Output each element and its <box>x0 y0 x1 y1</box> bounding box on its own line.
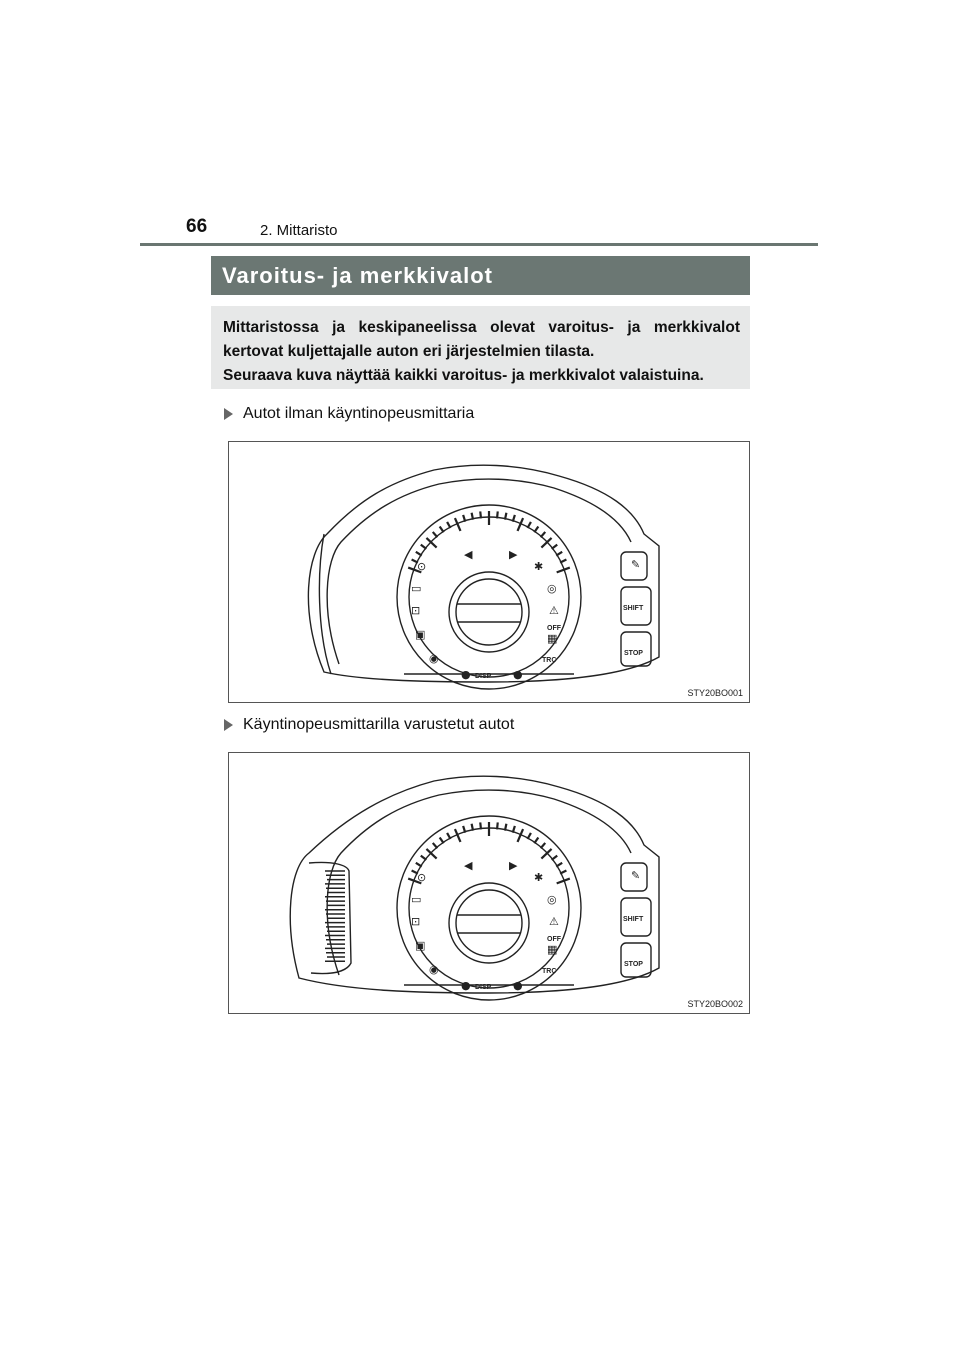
dial-tick <box>421 856 427 860</box>
svg-text:▣: ▣ <box>415 939 426 952</box>
dial-tick <box>416 552 422 556</box>
dial-tick <box>505 824 506 831</box>
dial-tick <box>421 545 427 549</box>
svg-text:✱: ✱ <box>534 560 544 573</box>
dial-tick <box>480 511 481 518</box>
dial-tick <box>528 522 531 528</box>
svg-text:◎: ◎ <box>547 582 557 595</box>
dial-tick <box>440 527 444 533</box>
shift-label: SHIFT <box>623 605 644 612</box>
svg-text:✎: ✎ <box>631 558 641 571</box>
trc-label: TRC <box>542 968 557 975</box>
bullet-triangle-icon <box>224 719 233 731</box>
svg-text:✱: ✱ <box>534 871 544 884</box>
figure-1-caption <box>224 405 474 423</box>
svg-text:◎: ◎ <box>547 893 557 906</box>
intro-line-2: kertovat kuljettajalle auton eri järjestelmien tilasta. <box>223 343 595 360</box>
off-label: OFF <box>547 936 561 943</box>
figure-2 <box>228 752 750 1014</box>
stop-label: STOP <box>624 650 643 657</box>
figure-2-caption <box>224 716 514 734</box>
dial-tick <box>534 838 538 844</box>
figure-2-caption-text: Käyntinopeusmittarilla varustetut autot <box>243 716 515 733</box>
dial-tick <box>497 822 498 829</box>
dial-tick <box>534 527 538 533</box>
dial-tick <box>505 513 506 520</box>
off-label: OFF <box>547 625 561 632</box>
svg-text:⚠: ⚠ <box>549 915 559 928</box>
page-number: 66 <box>186 216 208 237</box>
shift-label: SHIFT <box>623 916 644 923</box>
dial-tick <box>556 863 562 867</box>
stop-label: STOP <box>624 961 643 968</box>
dial-tick <box>541 532 546 537</box>
svg-text:▭: ▭ <box>411 582 422 595</box>
dial-tick <box>560 560 566 563</box>
disp-label: DISP <box>475 984 492 991</box>
svg-text:⊙: ⊙ <box>417 871 427 884</box>
svg-text:⊡: ⊡ <box>411 604 421 617</box>
svg-text:▦: ▦ <box>547 632 558 645</box>
dial-tick <box>472 824 473 831</box>
dial-tick <box>541 843 546 848</box>
svg-text:◀: ◀ <box>464 859 473 872</box>
dial-tick <box>440 838 444 844</box>
header-rule <box>140 243 818 246</box>
dial-tick <box>552 856 558 860</box>
section-title-bar: Varoitus- ja merkkivalot <box>211 256 750 295</box>
figure-1-caption-text: Autot ilman käyntinopeusmittaria <box>243 405 475 422</box>
instrument-cluster-illustration-2 <box>229 753 749 1013</box>
svg-text:▦: ▦ <box>547 943 558 956</box>
svg-text:▭: ▭ <box>411 893 422 906</box>
chapter-title: 2. Mittaristo <box>260 222 338 239</box>
disp-label: DISP <box>475 673 492 680</box>
dial-tick <box>433 843 438 848</box>
svg-text:✎: ✎ <box>631 869 641 882</box>
svg-text:●: ● <box>461 668 471 681</box>
dial-tick <box>433 532 438 537</box>
dial-tick <box>447 522 450 528</box>
intro-box <box>211 306 750 389</box>
svg-text:▶: ▶ <box>509 548 518 561</box>
dial-tick <box>556 552 562 556</box>
svg-text:▶: ▶ <box>509 859 518 872</box>
dial-tick <box>528 833 531 839</box>
figure-1 <box>228 441 750 703</box>
dial-tick <box>416 863 422 867</box>
dial-tick <box>472 513 473 520</box>
figure-1-id: STY20BO001 <box>687 688 743 698</box>
bullet-triangle-icon <box>224 408 233 420</box>
dial-tick <box>480 822 481 829</box>
svg-text:⊡: ⊡ <box>411 915 421 928</box>
dial-tick <box>552 545 558 549</box>
svg-text:●: ● <box>461 979 471 992</box>
svg-text:▣: ▣ <box>415 628 426 641</box>
dial-tick <box>560 871 566 874</box>
svg-text:◀: ◀ <box>464 548 473 561</box>
dial-tick <box>497 511 498 518</box>
svg-text:●: ● <box>513 979 523 992</box>
instrument-cluster-illustration-1 <box>229 442 749 702</box>
svg-text:◉: ◉ <box>429 652 439 665</box>
svg-text:⊙: ⊙ <box>417 560 427 573</box>
intro-line-3: Seuraava kuva näyttää kaikki varoitus- ja merkkivalot valaistuina. <box>223 367 704 384</box>
intro-line-1: Mittaristossa ja keskipaneelissa olevat varoitus- ja merkkivalot <box>223 319 740 336</box>
trc-label: TRC <box>542 657 557 664</box>
dial-tick <box>447 833 450 839</box>
svg-text:⚠: ⚠ <box>549 604 559 617</box>
svg-text:◉: ◉ <box>429 963 439 976</box>
svg-text:●: ● <box>513 668 523 681</box>
figure-2-id: STY20BO002 <box>687 999 743 1009</box>
